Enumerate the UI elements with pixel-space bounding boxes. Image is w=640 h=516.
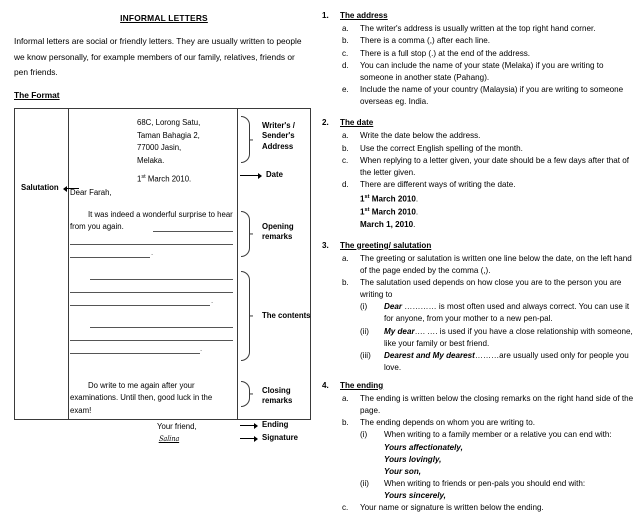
rule-period: .	[200, 344, 203, 353]
salutation-annotation-label: Salutation	[21, 183, 59, 192]
note-subitem-lead: Dear	[384, 302, 402, 312]
note-subitem-dots: …. ….	[414, 326, 440, 336]
ending-example: Yours sincerely,	[384, 490, 446, 500]
blank-rule	[70, 244, 233, 245]
note-subitem	[322, 478, 634, 490]
blank-rule	[70, 257, 150, 258]
section-spacer	[322, 233, 634, 240]
note-title: The ending	[340, 380, 384, 390]
note-subitem-text: is most often used and always correct. You can use it for anyone, from your mother to a new pen-pal.	[384, 302, 630, 324]
address-annotation-label	[262, 121, 295, 152]
note-subitem-lead: My dear	[384, 326, 415, 336]
note-item	[322, 130, 634, 142]
letter-signature: Salina	[158, 434, 180, 443]
letter-opening-paragraph: It was indeed a wonderful surprise to hear from you again.	[70, 210, 233, 232]
signature-arrow	[240, 438, 257, 439]
format-heading: The Format	[14, 89, 60, 100]
opening-remarks-annotation-label	[262, 222, 294, 243]
date-example-tail: .	[415, 194, 419, 204]
date-example-day: 1	[360, 207, 365, 217]
date-example-2	[322, 205, 634, 219]
note-item	[322, 35, 634, 47]
opening-label-line-2: remarks	[262, 232, 293, 242]
date-rest: March 2010.	[145, 174, 192, 184]
note-subitem-marker: (i)	[360, 302, 368, 312]
note-subitem-marker: (i)	[360, 430, 368, 440]
date-example-ordinal: st	[364, 193, 370, 200]
note-section-date	[322, 117, 634, 231]
note-heading	[322, 380, 634, 392]
note-subitem-dots: ………	[474, 350, 500, 360]
note-item-text: When replying to a letter given, your date should be a few days after that of the letter given.	[360, 155, 630, 177]
note-title: The date	[340, 118, 374, 128]
ending-annotation-label: Ending	[262, 420, 289, 429]
note-item	[322, 48, 634, 60]
blank-rule	[90, 279, 233, 280]
note-item-text: There is a full stop (.) at the end of the address.	[360, 48, 531, 58]
note-subitem-marker: (iii)	[360, 350, 371, 360]
address-label-line-1: Writer's /	[262, 121, 295, 130]
note-item-marker: b.	[342, 36, 349, 46]
date-example-tail: .	[413, 219, 416, 229]
closing-remarks-brace	[241, 381, 250, 407]
note-item	[322, 393, 634, 417]
ending-example: Your son,	[384, 466, 422, 476]
note-subitem	[322, 429, 634, 441]
note-subitem-text: When writing to a family member or a relative you can end with:	[384, 430, 612, 440]
note-item-marker: a.	[342, 23, 349, 33]
note-subitem-text: are usually used only for people you love.	[384, 350, 629, 372]
note-item-text: Include the name of your country (Malaysia) if you are writing to someone overseas eg. India.	[360, 85, 624, 107]
page-title: INFORMAL LETTERS	[120, 13, 208, 23]
letter-closing-paragraph: Do write to me again after your examinations. Until then, good luck in the exam!	[70, 381, 213, 415]
rule-period: .	[211, 296, 214, 305]
note-subitem-text: is used if you have a close relationship with someone, like your family or best friend.	[384, 326, 633, 348]
address-line-1: 68C, Lorong Satu,	[137, 118, 201, 127]
note-item	[322, 84, 634, 108]
note-item-text: You can include the name of your state (Melaka) if you are writing to someone in another state (Pahang).	[360, 61, 604, 83]
note-item-text: The writer's address is usually written at the top right hand corner.	[360, 23, 596, 33]
note-item	[322, 502, 634, 514]
note-title: The greeting/ salutation	[340, 240, 432, 250]
date-annotation-label: Date	[266, 170, 283, 179]
note-item-text: The ending depends on whom you are writing to.	[360, 417, 536, 427]
note-item-text: The greeting or salutation is written one line below the date, on the left hand of the page ended by the comma (,).	[360, 253, 632, 275]
note-subitem-dots: …………	[402, 302, 439, 312]
note-item-marker: b.	[342, 278, 349, 287]
note-subitem	[322, 326, 634, 350]
date-example-ordinal: st	[364, 207, 370, 214]
note-item-marker: a.	[342, 131, 349, 141]
note-item	[322, 23, 634, 35]
note-item-marker: c.	[342, 502, 349, 512]
note-section-address	[322, 10, 634, 108]
note-item-marker: e.	[342, 85, 349, 95]
note-item-marker: b.	[342, 143, 349, 153]
closing-label-line-2: remarks	[262, 396, 293, 406]
closing-label-line-1: Closing	[262, 386, 291, 395]
note-item-marker: b.	[342, 417, 349, 427]
note-heading	[322, 10, 634, 22]
note-heading	[322, 240, 634, 252]
blank-rule	[70, 305, 210, 306]
note-section-ending	[322, 380, 634, 514]
date-day: 1	[137, 174, 142, 184]
ending-example: Yours lovingly,	[384, 454, 442, 464]
address-line-3: 77000 Jasin,	[137, 143, 182, 153]
note-item-text: There is a comma (,) after each line.	[360, 36, 490, 46]
letter-format-table	[14, 108, 311, 443]
note-item-marker: c.	[342, 48, 349, 58]
ending-example: Yours affectionately,	[384, 442, 463, 452]
note-subitem	[322, 301, 634, 325]
signature-annotation-label: Signature	[262, 433, 298, 442]
address-brace	[241, 116, 250, 163]
closing-remarks-annotation-label	[262, 386, 292, 407]
note-title: The address	[340, 11, 388, 20]
note-number: 4.	[322, 380, 329, 390]
date-example-tail: .	[415, 207, 419, 217]
note-number: 3.	[322, 240, 329, 250]
blank-rule	[70, 353, 200, 354]
annotation-column	[238, 109, 312, 442]
rule-period: .	[151, 248, 154, 257]
note-subitem-lead: Dearest and My dearest	[384, 350, 475, 360]
section-spacer	[322, 110, 634, 117]
date-arrow	[240, 175, 261, 176]
opening-label-line-1: Opening	[262, 222, 294, 231]
date-example-rest: March 1, 2010	[360, 219, 414, 229]
note-item-text: Use the correct English spelling of the month.	[360, 143, 523, 153]
note-item-text: The salutation used depends on how close you are to the person you are writing to	[360, 278, 622, 299]
note-subitem-marker: (ii)	[360, 326, 369, 336]
note-item-text: There are different ways of writing the date.	[360, 180, 516, 190]
note-section-greeting	[322, 240, 634, 374]
date-example-rest: March 2010	[369, 194, 416, 204]
contents-brace	[241, 271, 250, 361]
intro-paragraph: Informal letters are social or friendly letters. They are usually written to people we know personally, for example members of our family, relatives, friends or pen friends.	[14, 36, 302, 78]
note-item	[322, 155, 634, 179]
note-item-marker: c.	[342, 155, 349, 165]
note-item-text: The ending is written below the closing remarks on the right hand side of the page.	[360, 393, 634, 415]
note-number: 2.	[322, 118, 329, 128]
letter-date	[137, 171, 191, 186]
address-label-line-3: Address	[262, 141, 294, 151]
contents-annotation-label: The contents	[262, 311, 311, 320]
address-label-line-2: Sender's	[262, 131, 295, 141]
ending-arrow	[240, 425, 257, 426]
note-item-text: Your name or signature is written below the ending.	[360, 502, 544, 512]
note-item	[322, 179, 634, 191]
note-item-marker: a.	[342, 253, 349, 263]
note-item-marker: d.	[342, 180, 349, 190]
left-column	[14, 0, 314, 495]
note-item	[322, 417, 634, 429]
date-example-rest: March 2010	[369, 207, 416, 217]
blank-rule	[70, 292, 233, 293]
blank-rule	[70, 340, 233, 341]
note-number: 1.	[322, 11, 329, 20]
date-example-day: 1	[360, 194, 365, 204]
notes-column	[322, 10, 634, 516]
note-item	[322, 143, 634, 155]
opening-remarks-brace	[241, 211, 250, 257]
note-subitem	[322, 350, 634, 374]
sample-letter-body	[69, 109, 237, 443]
sender-address	[137, 117, 200, 167]
address-line-4: Melaka.	[137, 155, 165, 165]
note-heading	[322, 117, 634, 129]
note-item	[322, 60, 634, 84]
date-example-3	[322, 219, 634, 231]
note-item	[322, 277, 634, 301]
letter-ending: Your friend,	[157, 422, 197, 431]
note-subitem-marker: (ii)	[360, 478, 369, 488]
note-item-text: Write the date below the address.	[360, 131, 481, 141]
note-subitem-text: When writing to friends or pen-pals you should end with:	[384, 478, 586, 488]
note-item	[322, 253, 634, 277]
note-item-marker: d.	[342, 61, 349, 71]
letter-salutation: Dear Farah,	[70, 188, 112, 197]
date-example-1	[322, 192, 634, 206]
blank-rule	[90, 327, 233, 328]
date-ordinal: st	[141, 174, 146, 180]
blank-rule	[153, 231, 233, 232]
address-line-2: Taman Bahagia 2,	[137, 130, 200, 140]
note-item-marker: a.	[342, 393, 349, 403]
